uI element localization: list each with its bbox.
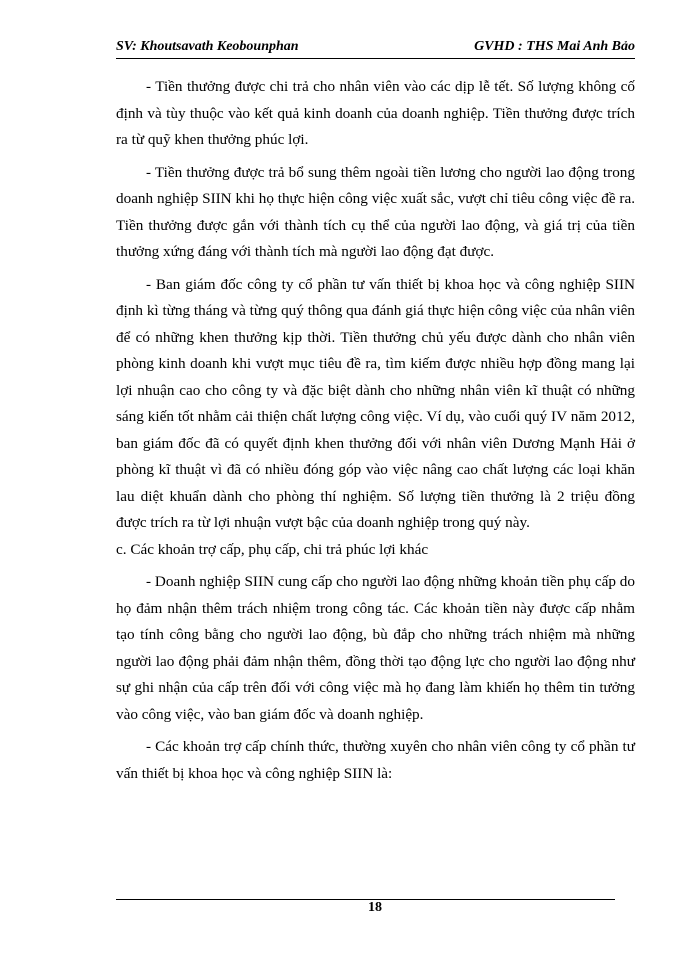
paragraph-holiday-bonus: - Tiền thưởng được chi trả cho nhân viên vào các dịp lễ tết. Số lượng không cố định và tùy thuộc vào kết quả kinh doanh của doanh nghiệp. Tiền thưởng được trích ra từ quỹ khen thưởng phúc lợi. xyxy=(116,78,635,148)
document-body xyxy=(116,74,635,787)
header-supervisor: GVHD : THS Mai Anh Bảo xyxy=(474,39,635,54)
section-heading: c. Các khoản trợ cấp, phụ cấp, chi trả phúc lợi khác xyxy=(116,540,429,558)
paragraph-allowances: - Doanh nghiệp SIIN cung cấp cho người lao động những khoản tiền phụ cấp do họ đảm nhận thêm trách nhiệm trong công tác. Các khoản tiền này được cấp nhằm tạo tính công bằng cho người lao động, bù đắp cho những trách nhiệm mà những người lao động phải đảm nhận thêm, đồng thời tạo động lực cho người lao động như sự ghi nhận của cấp trên đối với công việc mà họ đang làm khiến họ thêm tin tưởng vào công việc, vào ban giám đốc và doanh nghiệp. xyxy=(116,573,635,723)
page-header xyxy=(116,36,635,59)
paragraph-management-bonus: - Ban giám đốc công ty cổ phần tư vấn thiết bị khoa học và công nghiệp SIIN định kì từng tháng và từng quý thông qua đánh giá thực hiện công việc của nhân viên để có những khen thưởng kịp thời. Tiền thưởng chủ yếu được dành cho nhân viên phòng kinh doanh khi vượt mục tiêu đề ra, tìm kiếm được nhiều hợp đồng mang lại lợi nhuận cao cho công ty và đặc biệt dành cho những nhân viên kĩ thuật có những sáng kiến tốt nhằm cải thiện chất lượng công việc. Ví dụ, vào cuối quý IV năm 2012, ban giám đốc đã có quyết định khen thưởng đối với nhân viên Dương Mạnh Hải ở phòng kĩ thuật vì đã có nhiều đóng góp vào việc nâng cao chất lượng các loại khăn lau diệt khuẩn dành cho phòng thí nghiệm. Số lượng tiền thưởng là 2 triệu đồng được trích ra từ lợi nhuận vượt bậc của doanh nghiệp trong quý này. xyxy=(116,275,635,531)
paragraph-extra-bonus: - Tiền thưởng được trả bổ sung thêm ngoài tiền lương cho người lao động trong doanh nghiệp SIIN khi họ thực hiện công việc xuất sắc, vượt chỉ tiêu công việc đề ra. Tiền thưởng được gắn với thành tích cụ thể của người lao động, và giá trị của tiền thưởng xứng đáng với thành tích mà người lao động đạt được. xyxy=(116,163,635,260)
header-student-name: SV: Khoutsavath Keobounphan xyxy=(116,39,299,54)
page-number: 18 xyxy=(368,900,382,915)
paragraph-official-allowances: - Các khoản trợ cấp chính thức, thường xuyên cho nhân viên công ty cổ phần tư vấn thiết bị khoa học và công nghiệp SIIN là: xyxy=(116,738,635,782)
